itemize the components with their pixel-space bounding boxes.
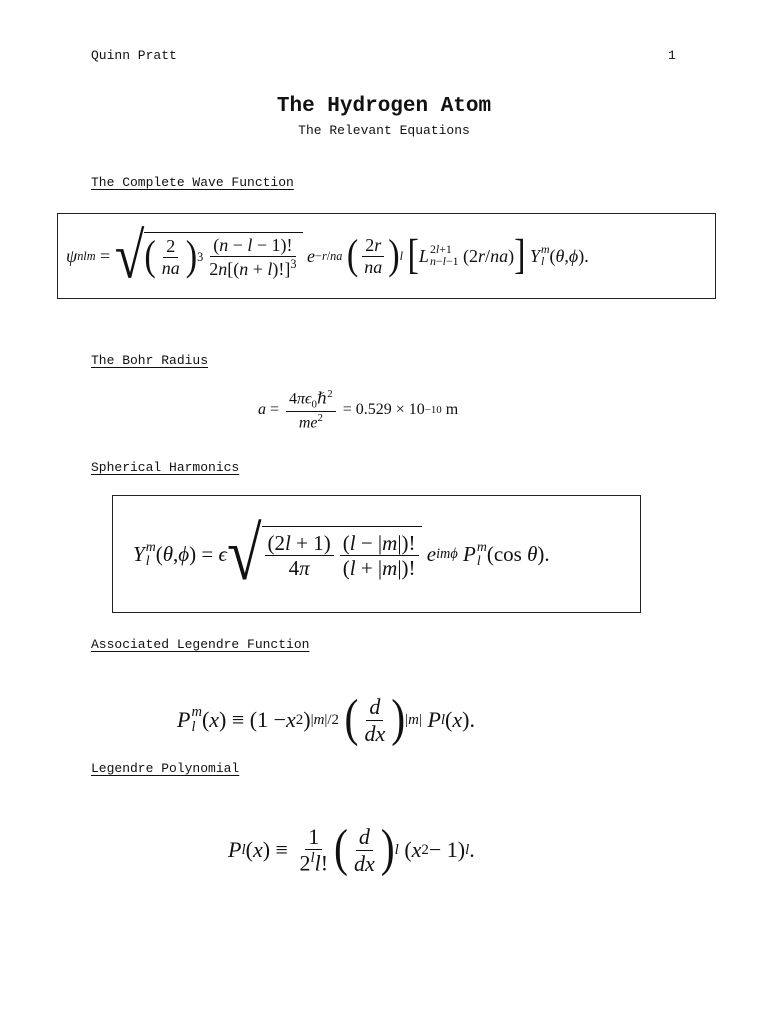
legendre-function-equation: P m l ( x ) ≡ (1 − x 2 ) |m|/2 ( $\frac{d}{dx}$ ) |m| P l ( x ).: [177, 690, 475, 748]
author-name: Quinn Pratt: [91, 48, 177, 63]
page-number: 1: [668, 48, 676, 63]
wave-function-equation: ψ nlm = √ ( $\frac{2}{na}$ ) 3 $\frac{(n - l - 1)!}{2n[(n + l)!]^3}$ e −r/na ( $\frac{2r}{na}$ ) l [ L 2l+1 n−l−1 (2 r / na ) ] Y m l ( θ , ϕ ).: [66, 219, 589, 292]
bohr-radius-unit: m: [445, 401, 459, 418]
heading-spherical-harmonics: Spherical Harmonics: [91, 460, 240, 475]
wave-function-box: [57, 213, 716, 299]
document-subtitle: The Relevant Equations: [298, 123, 470, 138]
heading-legendre-function: Associated Legendre Function: [91, 637, 310, 652]
heading-legendre-polynomial: Legendre Polynomial: [91, 761, 240, 776]
spherical-harmonics-equation: Y m l ( θ , ϕ ) = ϵ √ $\frac{(2l + 1)}{4\pi}$ $\frac{(l - |m|)!}{(l + |m|)!}$ e imϕ P m l (cos θ ).: [133, 511, 550, 596]
bohr-radius-value: = 0.529 × 10: [342, 401, 425, 418]
spherical-harmonics-box: [112, 495, 641, 613]
document-title: The Hydrogen Atom: [276, 95, 492, 118]
heading-bohr-radius: The Bohr Radius: [91, 353, 209, 368]
heading-wave-function: The Complete Wave Function: [91, 175, 294, 190]
bohr-radius-equation: a = $\frac{4\pi\epsilon_0\hbar^2}{me^2}$ = 0.529 × 10 −10 m: [258, 387, 459, 431]
bohr-radius-exponent: −10: [424, 404, 442, 416]
legendre-polynomial-equation: P l ( x ) ≡ $\frac{1}{2^ll!}$ ( $\frac{d}{dx}$ ) l ( x 2 − 1) l .: [228, 820, 475, 878]
